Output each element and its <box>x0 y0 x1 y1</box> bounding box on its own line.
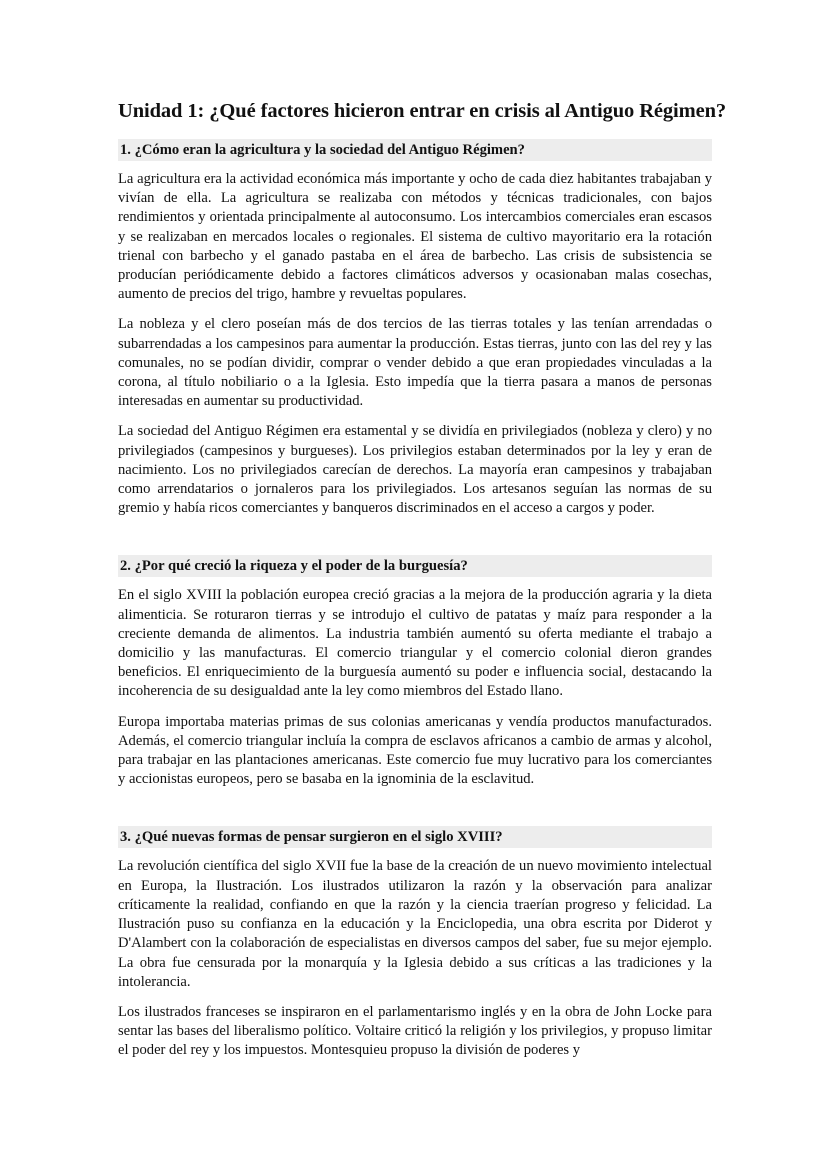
section-3 <box>118 826 712 1060</box>
paragraph: La sociedad del Antiguo Régimen era estamental y se dividía en privilegiados (nobleza y clero) y no privilegiados (campesinos y burgueses). Los privilegios estaban determinados por la ley y eran de nacimiento. Los no privilegiados carecían de derechos. La mayoría eran campesinos y trabajaban como arrendatarios o jornaleros para los privilegiados. Los artesanos seguían las normas de su gremio y había ricos comerciantes y banqueros discriminados en el acceso a cargos y poder. <box>118 423 712 517</box>
section-heading: 3. ¿Qué nuevas formas de pensar surgieron en el siglo XVIII? <box>118 826 712 848</box>
page-title: Unidad 1: ¿Qué factores hicieron entrar en crisis al Antiguo Régimen? <box>118 100 727 122</box>
paragraph: La revolución científica del siglo XVII fue la base de la creación de un nuevo movimiento intelectual en Europa, la Ilustración. Los ilustrados utilizaron la razón y la observación para analizar críticamente la realidad, confiando en que la razón y la ciencia traerían progreso y felicidad. La Ilustración puso su confianza en la educación y la Enciclopedia, una obra escrita por Diderot y D'Alambert con la colaboración de especialistas en diversos campos del saber, fue su mejor ejemplo. La obra fue censurada por la monarquía y la Iglesia debido a sus críticas a las tradiciones y la intolerancia. <box>118 858 712 990</box>
section-2 <box>118 555 712 789</box>
section-spacer <box>118 800 712 826</box>
section-heading: 1. ¿Cómo eran la agricultura y la sociedad del Antiguo Régimen? <box>118 139 712 161</box>
section-1 <box>118 139 712 518</box>
paragraph: La nobleza y el clero poseían más de dos tercios de las tierras totales y las tenían arrendadas o subarrendadas a los campesinos para aumentar la producción. Estas tierras, junto con las del rey y las comunales, no se podían dividir, comprar o vender debido a que eran propiedades vinculadas a la corona, al título nobiliario o a la Iglesia. Esto impedía que la tierra pasara a manos de personas interesadas en aumentar su productividad. <box>118 316 712 410</box>
paragraph: Europa importaba materias primas de sus colonias americanas y vendía productos manufacturados. Además, el comercio triangular incluía la compra de esclavos africanos a cambio de armas y alcohol, para trabajar en las plantaciones americanas. Este comercio fue muy lucrativo para los comerciantes y accionistas europeos, pero se basaba en la ignominia de la esclavitud. <box>118 713 712 788</box>
section-heading: 2. ¿Por qué creció la riqueza y el poder de la burguesía? <box>118 555 712 577</box>
paragraph: La agricultura era la actividad económica más importante y ocho de cada diez habitantes trabajaban y vivían de ella. La agricultura se realizaba con métodos y técnicas tradicionales, con bajos rendimientos y orientada principalmente al autoconsumo. Los intercambios comerciales eran escasos y se realizaban en mercados locales o regionales. El sistema de cultivo mayoritario era la rotación trienal con barbecho y el ganado pastaba en el área de barbecho. Las crisis de subsistencia se producían periódicamente debido a factores climáticos adversos y ocasionaban malas cosechas, aumento de precios del trigo, hambre y revueltas populares. <box>118 171 712 303</box>
section-spacer <box>118 529 712 555</box>
paragraph: Los ilustrados franceses se inspiraron en el parlamentarismo inglés y en la obra de John Locke para sentar las bases del liberalismo político. Voltaire criticó la religión y los privilegios, y propuso limitar el poder del rey y los impuestos. Montesquieu propuso la división de poderes y <box>118 1003 712 1059</box>
document-body <box>118 97 727 1072</box>
paragraph: En el siglo XVIII la población europea creció gracias a la mejora de la producción agraria y la dieta alimenticia. Se roturaron tierras y se introdujo el cultivo de patatas y maíz para responder a la creciente demanda de alimentos. La industria también aumentó su oferta mediante el trabajo a domicilio y las manufacturas. El comercio triangular y el comercio colonial dieron grandes beneficios. El enriquecimiento de la burguesía aumentó su poder e influencia social, destacando la incoherencia de su desigualdad ante la ley como miembros del Estado llano. <box>118 587 712 700</box>
